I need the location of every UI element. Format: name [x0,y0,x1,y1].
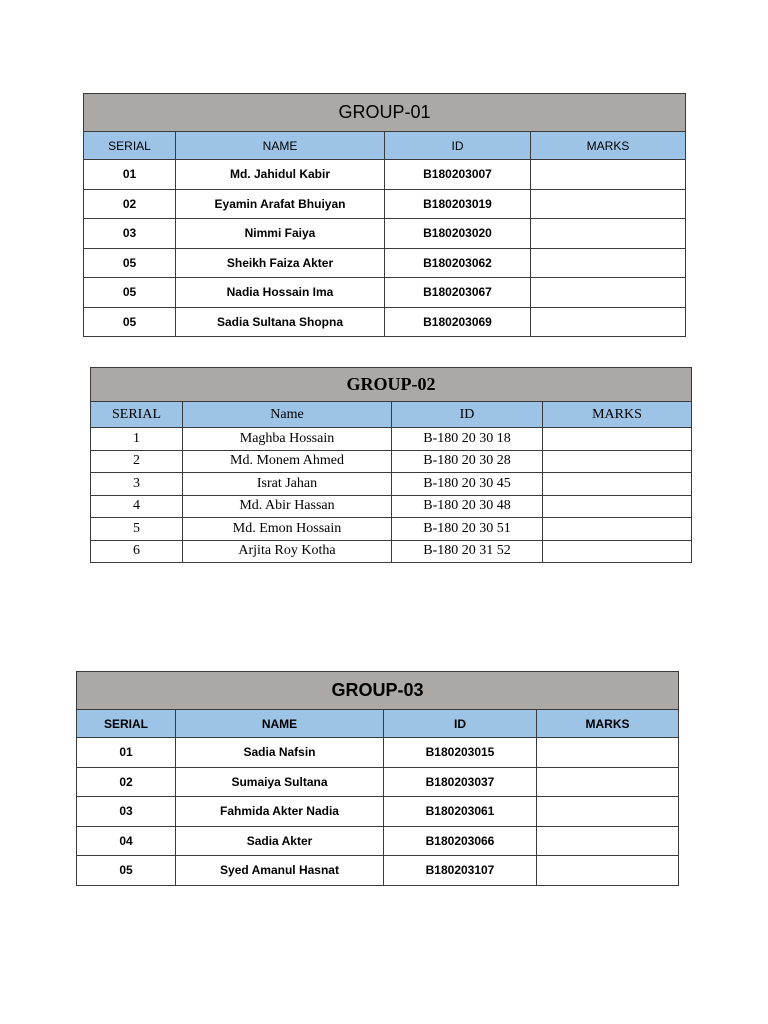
id-cell: B-180 20 30 51 [392,518,543,541]
name-cell: Fahmida Akter Nadia [176,797,384,827]
name-cell: Nimmi Faiya [176,219,385,249]
serial-cell: 02 [84,189,176,219]
marks-cell [543,540,692,563]
table-row [77,856,679,886]
table-row [84,278,686,308]
marks-cell [543,473,692,496]
table-row [77,797,679,827]
serial-cell: 01 [84,160,176,190]
marks-header: MARKS [543,402,692,428]
name-cell: Md. Jahidul Kabir [176,160,385,190]
table-row [84,189,686,219]
name-cell: Arjita Roy Kotha [183,540,392,563]
id-cell: B180203037 [384,767,537,797]
table-row [91,428,692,451]
id-cell: B180203019 [385,189,531,219]
serial-cell: 03 [77,797,176,827]
table-row [77,826,679,856]
serial-cell: 05 [77,856,176,886]
serial-header: SERIAL [77,710,176,738]
serial-cell: 6 [91,540,183,563]
marks-cell [537,738,679,768]
name-cell: Sheikh Faiza Akter [176,248,385,278]
id-cell: B-180 20 31 52 [392,540,543,563]
id-cell: B-180 20 30 45 [392,473,543,496]
group-03-table [76,671,679,886]
serial-cell: 05 [84,278,176,308]
name-cell: Sumaiya Sultana [176,767,384,797]
table-row [91,540,692,563]
name-cell: Sadia Nafsin [176,738,384,768]
group-title: GROUP-02 [91,368,692,402]
serial-cell: 01 [77,738,176,768]
id-header: ID [392,402,543,428]
marks-cell [543,518,692,541]
id-cell: B-180 20 30 28 [392,450,543,473]
table-row [91,518,692,541]
group-02-table [90,367,692,563]
marks-cell [537,826,679,856]
serial-cell: 03 [84,219,176,249]
marks-cell [531,307,686,337]
name-cell: Nadia Hossain Ima [176,278,385,308]
marks-cell [531,160,686,190]
marks-header: MARKS [531,132,686,160]
name-cell: Syed Amanul Hasnat [176,856,384,886]
serial-cell: 2 [91,450,183,473]
table-row [77,738,679,768]
table-row [91,450,692,473]
id-cell: B180203015 [384,738,537,768]
id-cell: B180203066 [384,826,537,856]
table-row [77,767,679,797]
table-row [84,219,686,249]
name-cell: Maghba Hossain [183,428,392,451]
name-cell: Md. Emon Hossain [183,518,392,541]
table-row [84,160,686,190]
marks-cell [543,450,692,473]
serial-cell: 02 [77,767,176,797]
name-cell: Sadia Sultana Shopna [176,307,385,337]
id-cell: B180203067 [385,278,531,308]
id-cell: B-180 20 30 18 [392,428,543,451]
serial-header: SERIAL [91,402,183,428]
id-cell: B180203062 [385,248,531,278]
serial-cell: 04 [77,826,176,856]
name-header: NAME [176,710,384,738]
serial-header: SERIAL [84,132,176,160]
group-01-table [83,93,686,337]
serial-cell: 4 [91,495,183,518]
marks-cell [543,495,692,518]
table-row [91,473,692,496]
table-row [84,248,686,278]
id-cell: B180203107 [384,856,537,886]
name-cell: Md. Monem Ahmed [183,450,392,473]
serial-cell: 3 [91,473,183,496]
marks-cell [531,219,686,249]
marks-cell [537,856,679,886]
name-cell: Israt Jahan [183,473,392,496]
group-title: GROUP-03 [77,672,679,710]
serial-cell: 05 [84,248,176,278]
id-header: ID [385,132,531,160]
marks-cell [537,797,679,827]
id-cell: B180203061 [384,797,537,827]
name-cell: Eyamin Arafat Bhuiyan [176,189,385,219]
serial-cell: 05 [84,307,176,337]
id-cell: B180203007 [385,160,531,190]
table-row [84,307,686,337]
serial-cell: 5 [91,518,183,541]
marks-cell [531,189,686,219]
name-cell: Sadia Akter [176,826,384,856]
marks-cell [531,278,686,308]
name-header: Name [183,402,392,428]
marks-cell [531,248,686,278]
serial-cell: 1 [91,428,183,451]
table-row [91,495,692,518]
marks-cell [543,428,692,451]
id-cell: B180203020 [385,219,531,249]
id-cell: B180203069 [385,307,531,337]
name-cell: Md. Abir Hassan [183,495,392,518]
marks-cell [537,767,679,797]
group-title: GROUP-01 [84,94,686,132]
id-header: ID [384,710,537,738]
name-header: NAME [176,132,385,160]
id-cell: B-180 20 30 48 [392,495,543,518]
marks-header: MARKS [537,710,679,738]
